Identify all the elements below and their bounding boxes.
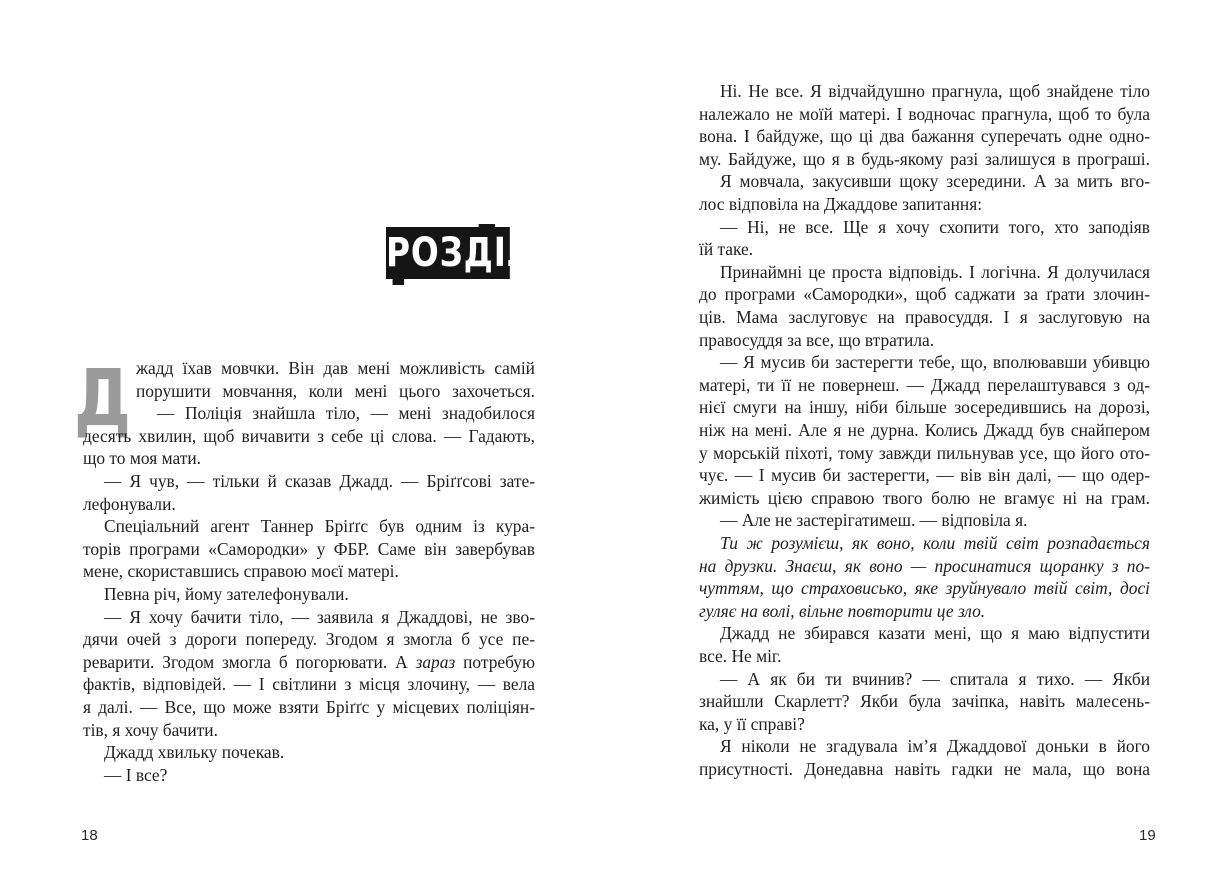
text-segment: чує. — І мусив би застерегти, — вів він далі, — що одер- bbox=[699, 465, 1150, 486]
italic-text: на друзки. Знаєш, як воно — просинатися щоранку з по- bbox=[699, 555, 1150, 576]
text-line bbox=[699, 283, 1150, 306]
text-line bbox=[699, 600, 1150, 623]
text-line bbox=[699, 396, 1150, 419]
text-line bbox=[699, 329, 1150, 352]
text-line bbox=[157, 402, 535, 425]
text-line bbox=[136, 357, 535, 380]
text-segment: Певна річ, йому зателефонували. bbox=[104, 584, 349, 604]
page-number-right: 19 bbox=[1139, 827, 1156, 844]
text-segment: ніж на мені. Але я не дурна. Колись Джадд був снайпером bbox=[699, 420, 1150, 440]
chapter-title: РОЗДІЛ 3 bbox=[386, 227, 510, 279]
text-segment: тів, я хочу бачити. bbox=[83, 719, 218, 740]
text-segment: у морській піхоті, тому завжди пильнував усе, що його ото- bbox=[699, 442, 1150, 463]
text-segment: Джадд не збирався казати мені, що я маю відпустити bbox=[720, 623, 1150, 644]
text-segment: му. Байдуже, що я в будь-якому разі залишуся в програші. bbox=[699, 148, 1150, 169]
italic-text: Ти ж розумієш, як воно, коли твій світ розпадається bbox=[720, 533, 1150, 553]
text-line bbox=[83, 696, 535, 719]
text-line bbox=[720, 216, 1150, 239]
italic-text: гуляє на волі, вільне повторити це зло. bbox=[699, 600, 986, 621]
text-segment: Я мовчала, закусивши щоку зсередини. А за мить вго- bbox=[720, 171, 1150, 192]
text-line bbox=[699, 758, 1150, 781]
text-line bbox=[699, 645, 1150, 668]
text-segment: Ні. Не все. Я відчайдушно прагнула, щоб знайдене тіло bbox=[720, 81, 1150, 101]
text-segment: — Я хочу бачити тіло, — заявила я Джаддові, не зво- bbox=[104, 606, 535, 627]
text-line bbox=[83, 447, 535, 470]
text-segment: — Я мусив би застерегти тебе, що, вполювавши убивцю bbox=[720, 352, 1150, 373]
text-segment: нієї смуги на іншу, ніби більше зосередившись на дорозі, bbox=[699, 397, 1150, 418]
text-segment: — Ні, не все. Ще я хочу схопити того, хто заподіяв bbox=[720, 216, 1150, 237]
text-segment: Джадд хвильку почекав. bbox=[104, 742, 285, 763]
text-line bbox=[699, 148, 1150, 171]
text-segment: я далі. — Все, що може взяти Бріґґс у місцевих поліціян- bbox=[83, 697, 535, 717]
text-line bbox=[699, 690, 1150, 713]
text-segment: фактів, відповідей. — І світлини з місця злочину, — вела bbox=[83, 674, 535, 695]
text-line bbox=[83, 493, 535, 516]
text-line bbox=[104, 606, 535, 629]
text-line bbox=[699, 125, 1150, 148]
text-segment: жимість цією справою твого болю не вгамує ні на грам. bbox=[699, 487, 1150, 508]
text-segment: порушити мовчання, коли мені цього захочеться. bbox=[136, 380, 535, 401]
text-line bbox=[699, 306, 1150, 329]
text-segment: — І все? bbox=[104, 764, 168, 785]
text-line bbox=[83, 651, 535, 674]
text-line bbox=[720, 735, 1150, 758]
text-segment: Я ніколи не згадувала ім’я Джаддової доньки в його bbox=[720, 736, 1150, 757]
text-line bbox=[699, 577, 1150, 600]
page-number-left: 18 bbox=[81, 827, 98, 844]
text-line bbox=[720, 351, 1150, 374]
text-segment: — А як би ти вчинив? — спитала я тихо. — Якби bbox=[720, 668, 1150, 689]
text-segment: Спеціальний агент Таннер Бріґґс був одним із кура- bbox=[104, 516, 535, 537]
text-line bbox=[699, 103, 1150, 126]
text-segment: все. Не міг. bbox=[699, 646, 782, 666]
text-line bbox=[699, 193, 1150, 216]
text-line bbox=[136, 380, 535, 403]
text-segment: — Але не застерігатимеш. — відповіла я. bbox=[720, 510, 1028, 531]
text-line bbox=[83, 425, 535, 448]
text-line bbox=[104, 741, 535, 764]
text-segment: знайшли Скарлетт? Якби була зачіпка, навіть малесень- bbox=[699, 691, 1150, 712]
text-segment: їй таке. bbox=[699, 239, 754, 260]
text-segment: — Я чув, — тільки й сказав Джадд. — Бріґґсові зате- bbox=[104, 471, 535, 491]
text-segment: жадд їхав мовчки. Він дав мені можливість самій bbox=[136, 358, 535, 378]
right-page bbox=[615, 0, 1231, 892]
text-line bbox=[720, 261, 1150, 284]
text-segment: ка, у її справі? bbox=[699, 713, 805, 734]
text-line bbox=[699, 487, 1150, 510]
text-line bbox=[720, 170, 1150, 193]
text-segment: дячи очей з дороги попереду. Згодом я змогла б усе пе- bbox=[83, 629, 535, 650]
text-segment: до програми «Самородки», щоб саджати за ґрати злочин- bbox=[699, 284, 1150, 305]
italic-text: чуттям, що страховисько, яке зруйнувало твій світ, досі bbox=[699, 578, 1150, 599]
text-segment: ців. Мама заслуговує на правосуддя. І я заслуговую на bbox=[699, 307, 1150, 327]
text-line bbox=[699, 713, 1150, 736]
italic-text: зараз bbox=[415, 651, 456, 672]
text-segment: десять хвилин, щоб вичавити з себе ці слова. — Гадають, bbox=[83, 425, 535, 446]
text-line bbox=[720, 622, 1150, 645]
text-line bbox=[699, 238, 1150, 261]
text-segment: матері, ти її не повернеш. — Джадд перелаштувався з од- bbox=[699, 374, 1150, 395]
text-line bbox=[720, 668, 1150, 691]
text-line bbox=[83, 560, 535, 583]
text-line bbox=[104, 583, 535, 606]
text-segment: мене, скориставшись справою моєї матері. bbox=[83, 561, 399, 582]
text-line bbox=[720, 532, 1150, 555]
text-line bbox=[104, 515, 535, 538]
text-segment: правосуддя за все, що втратила. bbox=[699, 329, 935, 350]
text-segment: лефонували. bbox=[83, 493, 176, 514]
text-segment: що то моя мати. bbox=[83, 448, 201, 469]
text-segment: торів програми «Самородки» у ФБР. Саме він завербував bbox=[83, 538, 535, 559]
text-line bbox=[83, 719, 535, 742]
text-segment: присутності. Донедавна навіть гадки не мала, що вона bbox=[699, 759, 1150, 779]
text-line bbox=[699, 419, 1150, 442]
text-line bbox=[720, 80, 1150, 103]
text-segment: реварити. Згодом змогла б погорювати. А bbox=[83, 651, 416, 672]
text-segment: — Поліція знайшла тіло, — мені знадобилося bbox=[157, 403, 535, 424]
text-line bbox=[104, 764, 535, 787]
text-line bbox=[699, 374, 1150, 397]
left-page bbox=[0, 0, 615, 892]
drop-cap: Д bbox=[74, 354, 131, 444]
text-line bbox=[83, 538, 535, 561]
text-line bbox=[720, 509, 1150, 532]
text-line bbox=[104, 470, 535, 493]
text-line bbox=[83, 628, 535, 651]
text-line bbox=[699, 442, 1150, 465]
text-segment: Принаймні це проста відповідь. І логічна. Я долучилася bbox=[720, 261, 1150, 282]
text-segment: належало не моїй матері. І водночас прагнула, щоб то була bbox=[699, 103, 1150, 124]
text-line bbox=[83, 673, 535, 696]
text-line bbox=[699, 555, 1150, 578]
text-line bbox=[699, 464, 1150, 487]
text-segment: потребую bbox=[455, 651, 535, 672]
text-segment: вона. І байдуже, що ці два бажання суперечать одне одно- bbox=[699, 126, 1150, 147]
text-segment: лос відповіла на Джаддове запитання: bbox=[699, 194, 983, 214]
